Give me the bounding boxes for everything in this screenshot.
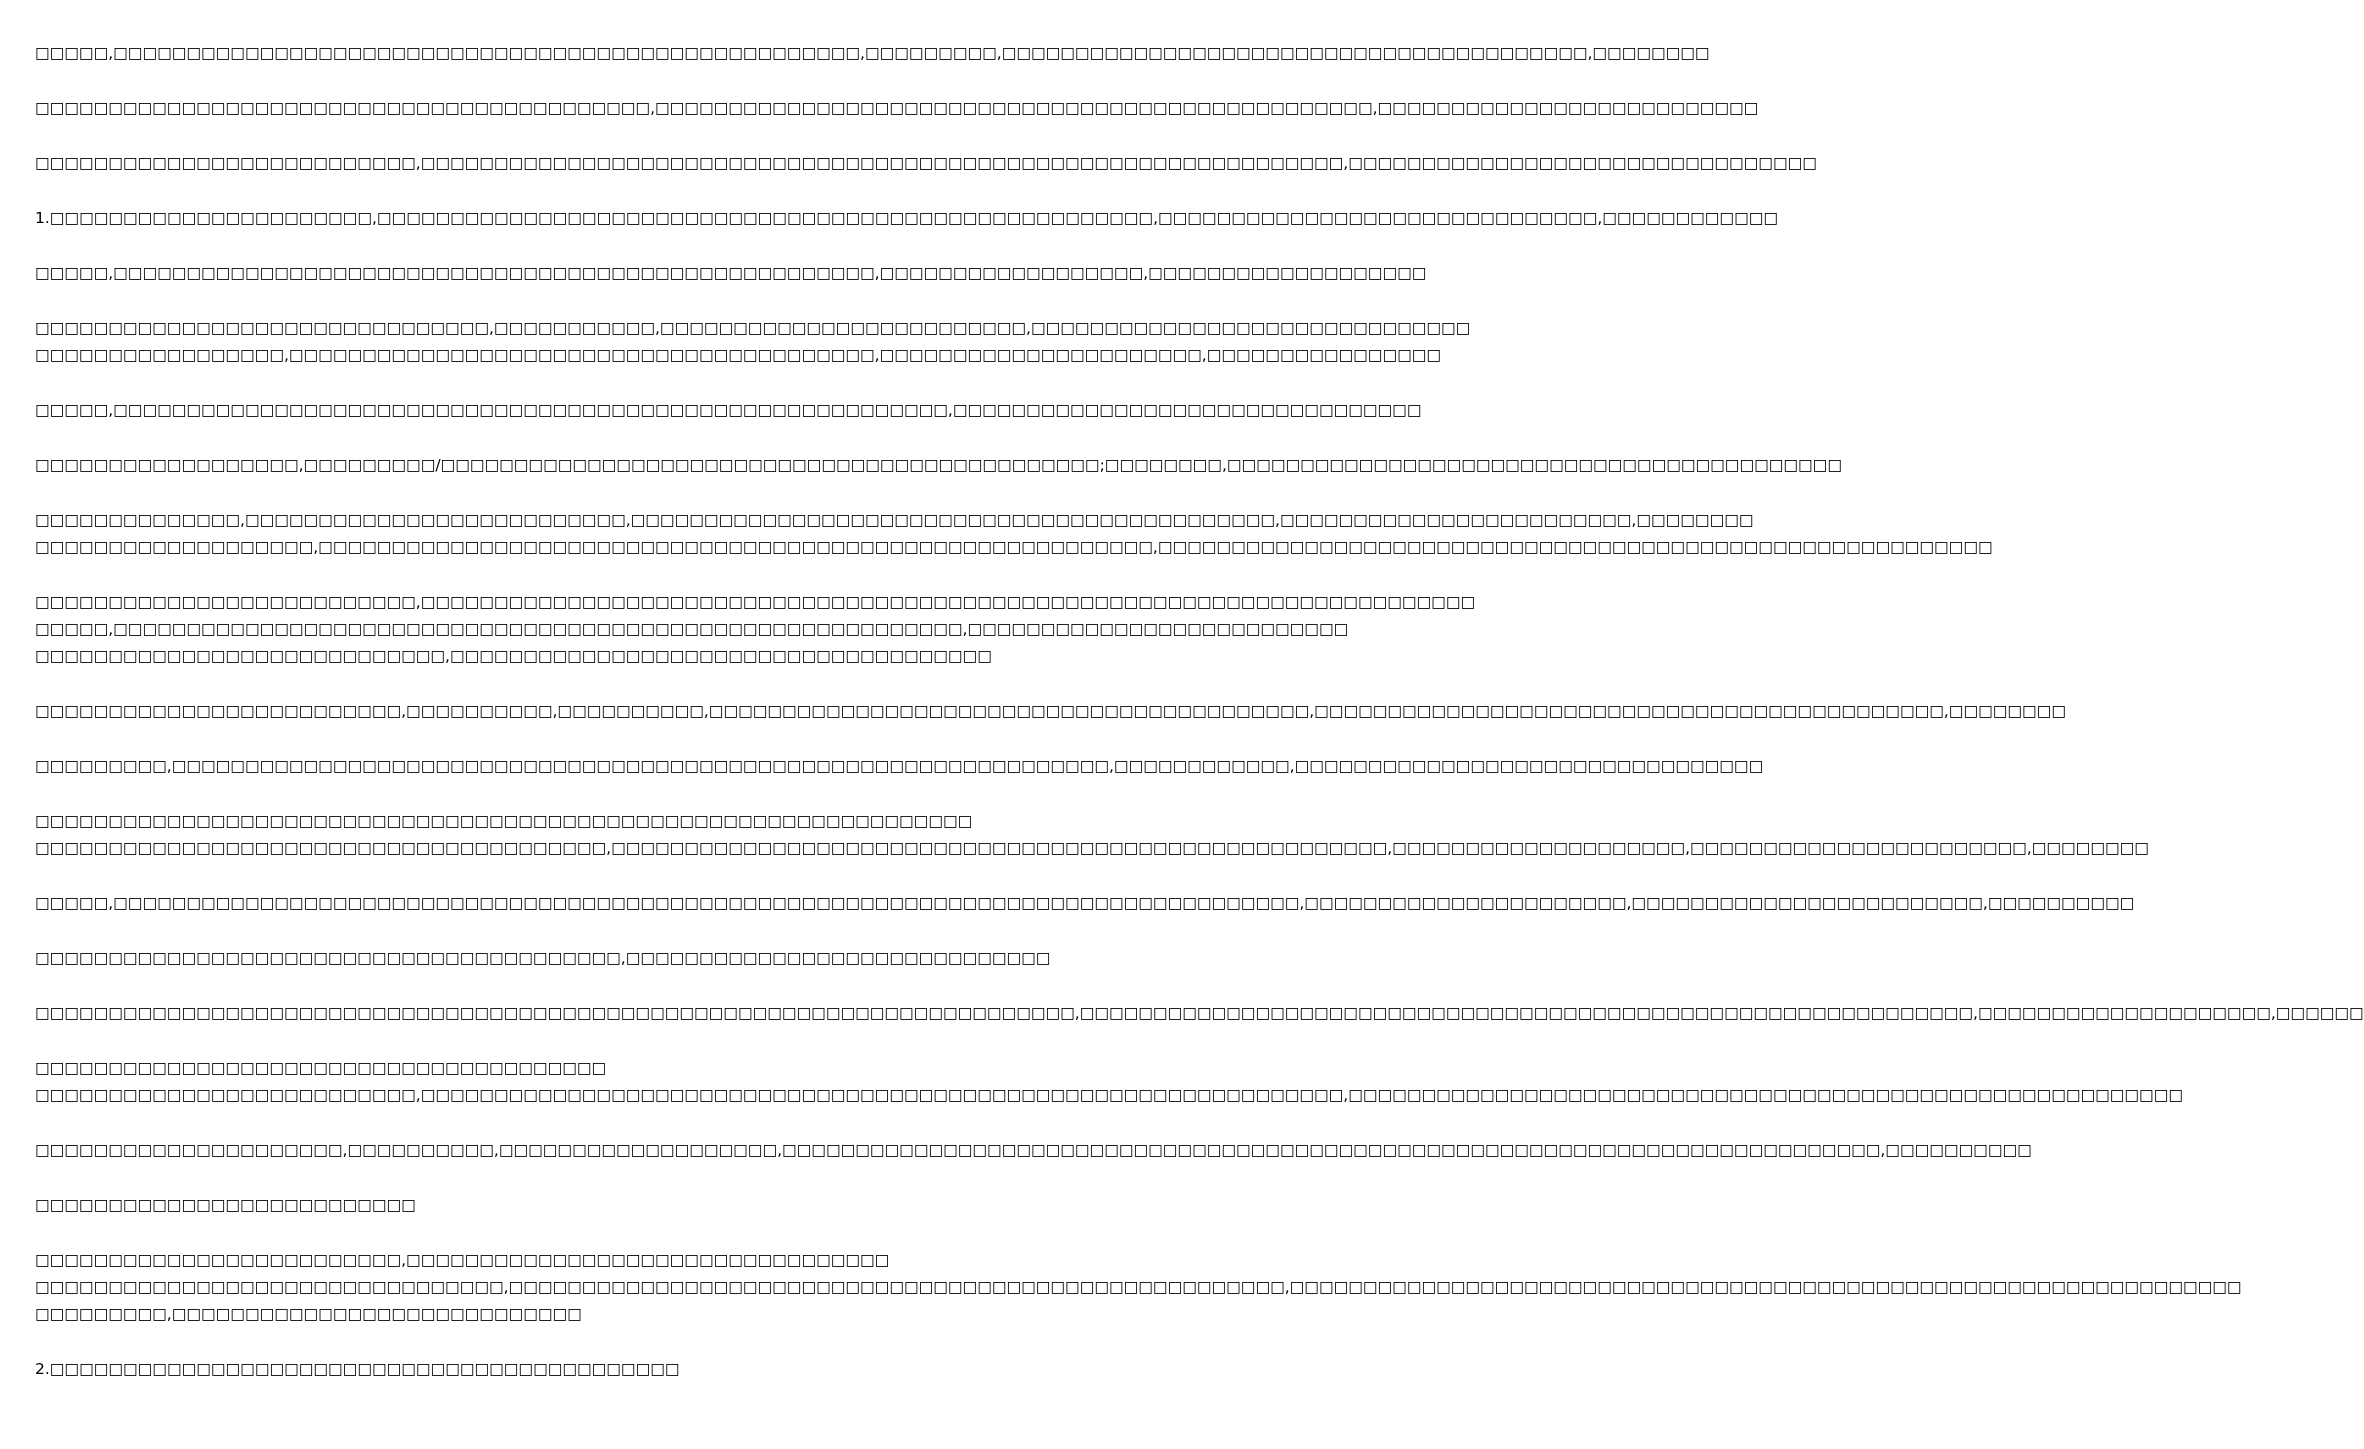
text-line: □□□□□,□□□□□□□□□□□□□□□□□□□□□□□□□□□□□□□□□□□□□□□□□□□□□□□□□□□□□□□□□□□□□□□□□□□□□□□□□□□□□□□□□,□□□□□□□□□□□□□□□□□□□□□□,□□□□□□□□□□□□□□□□□□□□□□□□,□□□□□□□□□□ — [35, 894, 2135, 912]
text-line: □□□□□□□□□□□□□□□□□□□□□□□□□□□□□□□,□□□□□□□□□□□,□□□□□□□□□□□□□□□□□□□□□□□□□,□□□□□□□□□□□□□□□□□□□□□□□□□□□□□□ — [35, 319, 1471, 337]
paragraph — [35, 315, 1471, 369]
text-line: □□□□□□□□□,□□□□□□□□□□□□□□□□□□□□□□□□□□□□ — [35, 1305, 582, 1323]
paragraph — [35, 40, 1710, 67]
text-line: 1.□□□□□□□□□□□□□□□□□□□□□□,□□□□□□□□□□□□□□□□□□□□□□□□□□□□□□□□□□□□□□□□□□□□□□□□□□□□□,□□□□□□□□□□□□□□□□□□□□□□□□□□□□□□,□□□□□□□□□□□□ — [35, 209, 1779, 227]
paragraph — [35, 1000, 2364, 1027]
text-line: □□□□□□□□□,□□□□□□□□□□□□□□□□□□□□□□□□□□□□□□□□□□□□□□□□□□□□□□□□□□□□□□□□□□□□□□□□,□□□□□□□□□□□□,□□□□□□□□□□□□□□□□□□□□□□□□□□□□□□□□ — [35, 757, 1764, 775]
text-line: □□□□□□□□□□□□□□,□□□□□□□□□□□□□□□□□□□□□□□□□□,□□□□□□□□□□□□□□□□□□□□□□□□□□□□□□□□□□□□□□□□□□□□,□□□□□□□□□□□□□□□□□□□□□□□□,□□□□□□□□ — [35, 511, 1754, 529]
text-line: □□□□□,□□□□□□□□□□□□□□□□□□□□□□□□□□□□□□□□□□□□□□□□□□□□□□□□□□□□,□□□□□□□□□□□□□□□□□□,□□□□□□□□□□□□□□□□□□□ — [35, 264, 1427, 282]
text-line: □□□□□,□□□□□□□□□□□□□□□□□□□□□□□□□□□□□□□□□□□□□□□□□□□□□□□□□□□□□□□□□,□□□□□□□□□□□□□□□□□□□□□□□□□□□□□□□□ — [35, 401, 1422, 419]
text-line: □□□□□□□□□□□□□□□□□,□□□□□□□□□□□□□□□□□□□□□□□□□□□□□□□□□□□□□□□□,□□□□□□□□□□□□□□□□□□□□□□,□□□□□□□□□□□□□□□□ — [35, 346, 1442, 364]
paragraph — [35, 1137, 2032, 1164]
paragraph — [35, 808, 2149, 862]
paragraph — [35, 452, 1842, 479]
text-line: □□□□□□□□□□□□□□□□□□□□□□□□□□□□□□□□,□□□□□□□□□□□□□□□□□□□□□□□□□□□□□□□□□□□□□□□□□□□□□□□□□□□□□,□□□□□□□□□□□□□□□□□□□□□□□□□□□□□□□□□□□□□□□□□□□□□□□□□□□□□□□□□□□□□□□□□ — [35, 1278, 2242, 1296]
paragraph — [35, 205, 1779, 232]
text-line: □□□□□□□□□□□□□□□□□□□□□□□□□,□□□□□□□□□□,□□□□□□□□□□,□□□□□□□□□□□□□□□□□□□□□□□□□□□□□□□□□□□□□□□□□,□□□□□□□□□□□□□□□□□□□□□□□□□□□□□□□□□□□□□□□□□□□,□□□□□□□□ — [35, 702, 2066, 720]
text-line: □□□□□□□□□□□□□□□□□□□□□□□□□□□□□□□□□□□□□□□□□□□□□□□□□□□□□□□□□□□□□□□□ — [35, 812, 973, 830]
paragraph — [35, 890, 2135, 917]
paragraph — [35, 1055, 2183, 1109]
paragraph — [35, 753, 1764, 780]
text-line: □□□□□□□□□□□□□□□□□□□□□□□□□□,□□□□□□□□□□□□□□□□□□□□□□□□□□□□□□□□□□□□□□□□□□□□□□□□□□□□□□□□□□□□□□□,□□□□□□□□□□□□□□□□□□□□□□□□□□□□□□□□□□□□□□□□□□□□□□□□□□□□□□□□□ — [35, 1086, 2183, 1104]
paragraph — [35, 150, 1817, 177]
text-line: □□□□□□□□□□□□□□□□□□□□□□□□□□,□□□□□□□□□□□□□□□□□□□□□□□□□□□□□□□□□□□□□□□□□□□□□□□□□□□□□□□□□□□□□□□□□□□□□□□□ — [35, 593, 1476, 611]
paragraph — [35, 1192, 989, 1219]
paragraph — [35, 945, 1051, 972]
text-line: □□□□□□□□□□□□□□□□□□□□□,□□□□□□□□□□,□□□□□□□□□□□□□□□□□□□,□□□□□□□□□□□□□□□□□□□□□□□□□□□□□□□□□□□□□□□□□□□□□□□□□□□□□□□□□□□□□□□□□□□□□□□□□□□,□□□□□□□□□□ — [35, 1141, 2032, 1159]
paragraph — [35, 1356, 989, 1383]
text-line: □□□□□□□□□□□□□□□□□□□□□□□□□,□□□□□□□□□□□□□□□□□□□□□□□□□□□□□□□□□ — [35, 1251, 890, 1269]
text-line: □□□□□,□□□□□□□□□□□□□□□□□□□□□□□□□□□□□□□□□□□□□□□□□□□□□□□□□□□,□□□□□□□□□,□□□□□□□□□□□□□□□□□□□□□□□□□□□□□□□□□□□□□□□□,□□□□□□□□ — [35, 44, 1710, 62]
text-line: □□□□□□□□□□□□□□□□□□,□□□□□□□□□/□□□□□□□□□□□□□□□□□□□□□□□□□□□□□□□□□□□□□□□□□□□□□;□□□□□□□□,□□□□□□□□□□□□□□□□□□□□□□□□□□□□□□□□□□□□□□□□□□ — [35, 456, 1842, 474]
text-line: □□□□□□□□□□□□□□□□□□□□□□□□□□□□□□□□□□□□□□□,□□□□□□□□□□□□□□□□□□□□□□□□□□□□□□□□□□□□□□□□□□□□□□□□□□□□□,□□□□□□□□□□□□□□□□□□□□,□□□□□□□□□□□□□□□□□□□□□□□,□□□□□□□□ — [35, 839, 2149, 857]
text-line: □□□□□□□□□□□□□□□□□□□□□□□□□□□□□□□□□□□□□□□ — [35, 1059, 607, 1077]
paragraph — [35, 260, 1427, 287]
text-line: □□□□□□□□□□□□□□□□□□□,□□□□□□□□□□□□□□□□□□□□□□□□□□□□□□□□□□□□□□□□□□□□□□□□□□□□□□□□□,□□□□□□□□□□□□□□□□□□□□□□□□□□□□□□□□□□□□□□□□□□□□□□□□□□□□□□□□□ — [35, 538, 1993, 556]
text-line: □□□□□□□□□□□□□□□□□□□□□□□□□□□□□□□□□□□□□□□□□□,□□□□□□□□□□□□□□□□□□□□□□□□□□□□□□□□□□□□□□□□□□□□□□□□□,□□□□□□□□□□□□□□□□□□□□□□□□□□ — [35, 99, 1759, 117]
text-line: □□□□□□□□□□□□□□□□□□□□□□□□□□,□□□□□□□□□□□□□□□□□□□□□□□□□□□□□□□□□□□□□□□□□□□□□□□□□□□□□□□□□□□□□□□,□□□□□□□□□□□□□□□□□□□□□□□□□□□□□□□□ — [35, 154, 1817, 172]
document-body — [35, 40, 2364, 1411]
text-line: □□□□□□□□□□□□□□□□□□□□□□□□□□□□□□□□□□□□□□□□□□□□□□□□□□□□□□□□□□□□□□□□□□□□□□□,□□□□□□□□□□□□□□□□□□□□□□□□□□□□□□□□□□□□□□□□□□□□□□□□□□□□□□□□□□□□□,□□□□□□□□□□□□□□□□□□□□,□□□□□□ — [35, 1004, 2364, 1022]
text-line: 2.□□□□□□□□□□□□□□□□□□□□□□□□□□□□□□□□□□□□□□□□□□□ — [35, 1360, 680, 1378]
text-line: □□□□□,□□□□□□□□□□□□□□□□□□□□□□□□□□□□□□□□□□□□□□□□□□□□□□□□□□□□□□□□□□,□□□□□□□□□□□□□□□□□□□□□□□□□□ — [35, 620, 1349, 638]
paragraph — [35, 1247, 2242, 1328]
paragraph — [35, 698, 2066, 725]
text-line: □□□□□□□□□□□□□□□□□□□□□□□□□□ — [35, 1196, 416, 1214]
text-line: □□□□□□□□□□□□□□□□□□□□□□□□□□□□□□□□□□□□□□□□,□□□□□□□□□□□□□□□□□□□□□□□□□□□□□ — [35, 949, 1051, 967]
paragraph — [35, 95, 1759, 122]
paragraph — [35, 589, 1476, 670]
paragraph — [35, 507, 1993, 561]
paragraph — [35, 397, 1422, 424]
text-line: □□□□□□□□□□□□□□□□□□□□□□□□□□□□,□□□□□□□□□□□□□□□□□□□□□□□□□□□□□□□□□□□□□ — [35, 647, 992, 665]
